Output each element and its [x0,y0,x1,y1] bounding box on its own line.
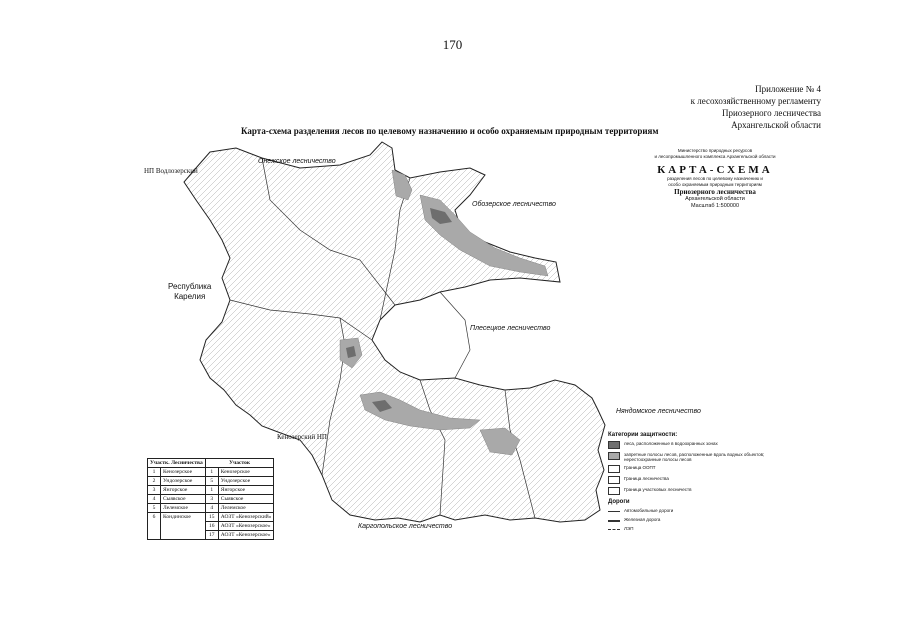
card-name: Приозерного лесничества [674,188,756,196]
appendix-line-2: к лесохозяйственному регламенту [690,96,821,106]
label-karelia [168,282,211,302]
cell: 3 [148,486,161,495]
cell: 1 [148,468,161,477]
cell: Кенозерское [218,468,274,477]
cell: Лелемское [218,504,274,513]
cell: 16 [205,522,218,531]
legend-swatch [608,487,620,495]
label-onega: Онежское лесничество [258,158,336,165]
legend-text: Граница ООПТ [624,465,656,470]
label-plesetsk: Плесецкое лесничество [470,325,551,332]
legend-road-text: Автомобильные дороги [624,508,674,513]
cell: Янгорское [218,486,274,495]
plot-table [147,458,274,540]
karelia-line-2: Карелия [174,292,206,301]
cell: Янгорское [161,486,206,495]
legend-item [608,465,798,473]
cell: АОЗТ «Кенозерский» [218,513,274,522]
rail-line-swatch [608,517,620,523]
legend-swatch [608,441,620,449]
cell: 3 [205,495,218,504]
map-legend [608,432,798,535]
label-kenozersky: Кенозерский НП [277,433,327,441]
legend-road-text: ЛЭП [624,526,634,531]
label-vodlozersky: НП Водлозерский [144,167,198,175]
table-row [148,504,274,513]
col-header-forestry: Участк. Лесничества [148,459,206,468]
legend-swatch [608,465,620,473]
cell: Ундозерское [218,477,274,486]
card-sub-line-2: особо охраняемым природным территориям [668,182,762,187]
card-sub-line-1: разделения лесов по целевому назначению и [667,176,763,181]
legend-text: запретные полосы лесов, расположенные вдоль водных объектов; нерестоохранные полосы лесов [624,452,765,462]
legend-item [608,476,798,484]
legend-item [608,452,798,462]
legend-roads-header: Дороги [608,499,630,505]
map-card [645,148,785,210]
cell: 15 [205,513,218,522]
legend-swatch [608,452,620,460]
cell: АОЗТ «Кенозерское» [218,522,274,531]
power-line-swatch [608,526,620,532]
appendix-line-3: Приозерного лесничества [721,108,821,118]
cell: 4 [148,495,161,504]
legend-road [608,526,798,532]
cell: Кондинское [161,513,206,540]
cell: 5 [205,477,218,486]
cell: 2 [148,477,161,486]
label-obozersk: Обозерское лесничество [472,201,556,208]
table-header-row [148,459,274,468]
appendix-line-4: Архангельской области [731,120,821,130]
cell: 1 [205,486,218,495]
label-nyandoma: Няндомское лесничество [616,408,701,415]
legend-text: Граница лесничества [624,476,669,481]
cell: Ундозерское [161,477,206,486]
table-row [148,513,274,522]
legend-item [608,487,798,495]
card-region: Архангельской области [685,196,745,202]
map-title: Карта-схема разделения лесов по целевому назначению и особо охраняемым природным территориям [241,126,659,136]
table-row [148,495,274,504]
cell: Лелемское [161,504,206,513]
card-scale: Масштаб 1:500000 [691,203,739,209]
legend-road-text: Железная дорога [624,517,661,522]
karelia-line-1: Республика [168,282,212,291]
table-row [148,486,274,495]
cell: 4 [205,504,218,513]
legend-road [608,508,798,514]
cell: АОЗТ «Кенозерское» [218,531,274,540]
cell: 5 [148,504,161,513]
legend-swatch [608,476,620,484]
legend-text: леса, расположенные в водоохранных зонах [624,441,718,446]
legend-text: Граница участковых лесничеств [624,487,692,492]
label-kargopol: Каргопольское лесничество [358,523,453,530]
table-row [148,477,274,486]
cell: Сыявское [161,495,206,504]
cell: 1 [205,468,218,477]
cell: 6 [148,513,161,540]
legend-road [608,517,798,523]
col-header-plot: Участок [205,459,274,468]
cell: 17 [205,531,218,540]
appendix-line-1: Приложение № 4 [755,84,821,94]
card-heading: КАРТА-СХЕМА [657,164,773,176]
cell: Кенозерское [161,468,206,477]
legend-item [608,441,798,449]
cell: Сыявское [218,495,274,504]
page-number: 170 [442,37,463,52]
legend-header: Категории защитности: [608,432,678,438]
card-org-line-2: и лесопромышленного комплекса Архангельской области [654,154,776,159]
table-row [148,468,274,477]
card-org-line-1: Министерство природных ресурсов [677,148,753,153]
road-line-swatch [608,508,620,514]
